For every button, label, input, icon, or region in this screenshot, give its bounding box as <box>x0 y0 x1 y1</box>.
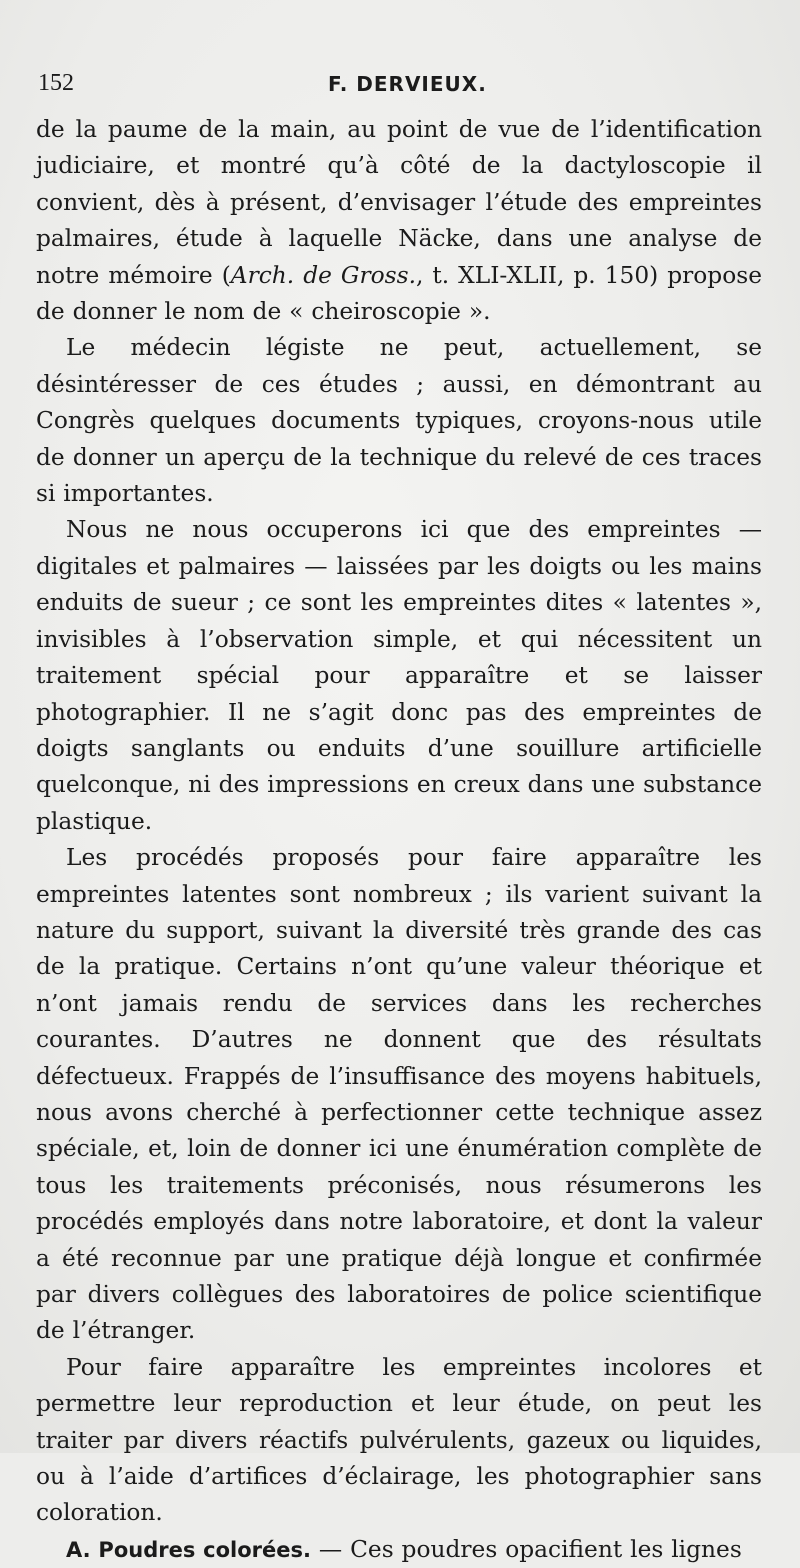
running-head: F. DERVIEUX. <box>328 72 487 96</box>
paragraph-6-text: — Ces poudres opacifient les lignes <box>310 1535 742 1563</box>
body-text <box>36 112 762 1568</box>
page-header <box>38 70 758 104</box>
paragraph-6 <box>36 1532 762 1568</box>
page-number: 152 <box>38 70 74 96</box>
paragraph-1 <box>36 112 762 330</box>
paragraph-1-text-b: , t. XLI-XLII, p. 150) propose de donner le nom de « cheiroscopie ». <box>36 261 762 326</box>
paragraph-2: Le médecin légiste ne peut, actuellement, se désintéresser de ces études ; aussi, en démontrant au Congrès quelques documents typiques, croyons-nous utile de donner un aperçu de la technique du relevé de ces traces si importantes. <box>36 334 762 508</box>
paragraph-4: Les procédés proposés pour faire apparaître les empreintes latentes sont nombreux ; ils varient suivant la nature du support, suivant la diversité très grande des cas de la pratique. Certains n’ont qu’une valeur théorique et n’ont jamais rendu de services dans les recherches courantes. D’autres ne donnent que des résultats défectueux. Frappés de l’insuffisance des moyens habituels, nous avons cherché à perfectionner cette technique assez spéciale, et, loin de donner ici une énumération complète de tous les traitements préconisés, nous résumerons les procédés employés dans notre laboratoire, et dont la valeur a été reconnue par une pratique déjà longue et confirmée par divers collègues des laboratoires de police scientifique de l’étranger. <box>36 844 762 1345</box>
journal-citation: Arch. de Gross. <box>230 261 416 289</box>
paragraph-5: Pour faire apparaître les empreintes incolores et permettre leur reproduction et leur étude, on peut les traiter par divers réactifs pulvérulents, gazeux ou liquides, ou à l’aide d’artifices d’éclairage, les photographier sans coloration. <box>36 1353 762 1527</box>
paragraph-3: Nous ne nous occuperons ici que des empreintes — digitales et palmaires — laissées par les doigts ou les mains enduits de sueur ; ce sont les empreintes dites « latentes », invisibles à l’observation simple, et qui nécessitent un traitement spécial pour apparaître et se laisser photographier. Il ne s’agit donc pas des empreintes de doigts sanglants ou enduits d’une souillure artificielle quelconque, ni des impressions en creux dans une substance plastique. <box>36 516 762 835</box>
paragraph-1-text-a: de la paume de la main, au point de vue de l’identification judiciaire, et montré qu’à côté de la dactyloscopie il convient, dès à présent, d’envisager l’étude des empreintes palmaires, étude à laquelle Näcke, dans une analyse de notre mémoire ( <box>36 116 762 289</box>
section-heading: A. Poudres colorées. <box>66 1537 311 1562</box>
